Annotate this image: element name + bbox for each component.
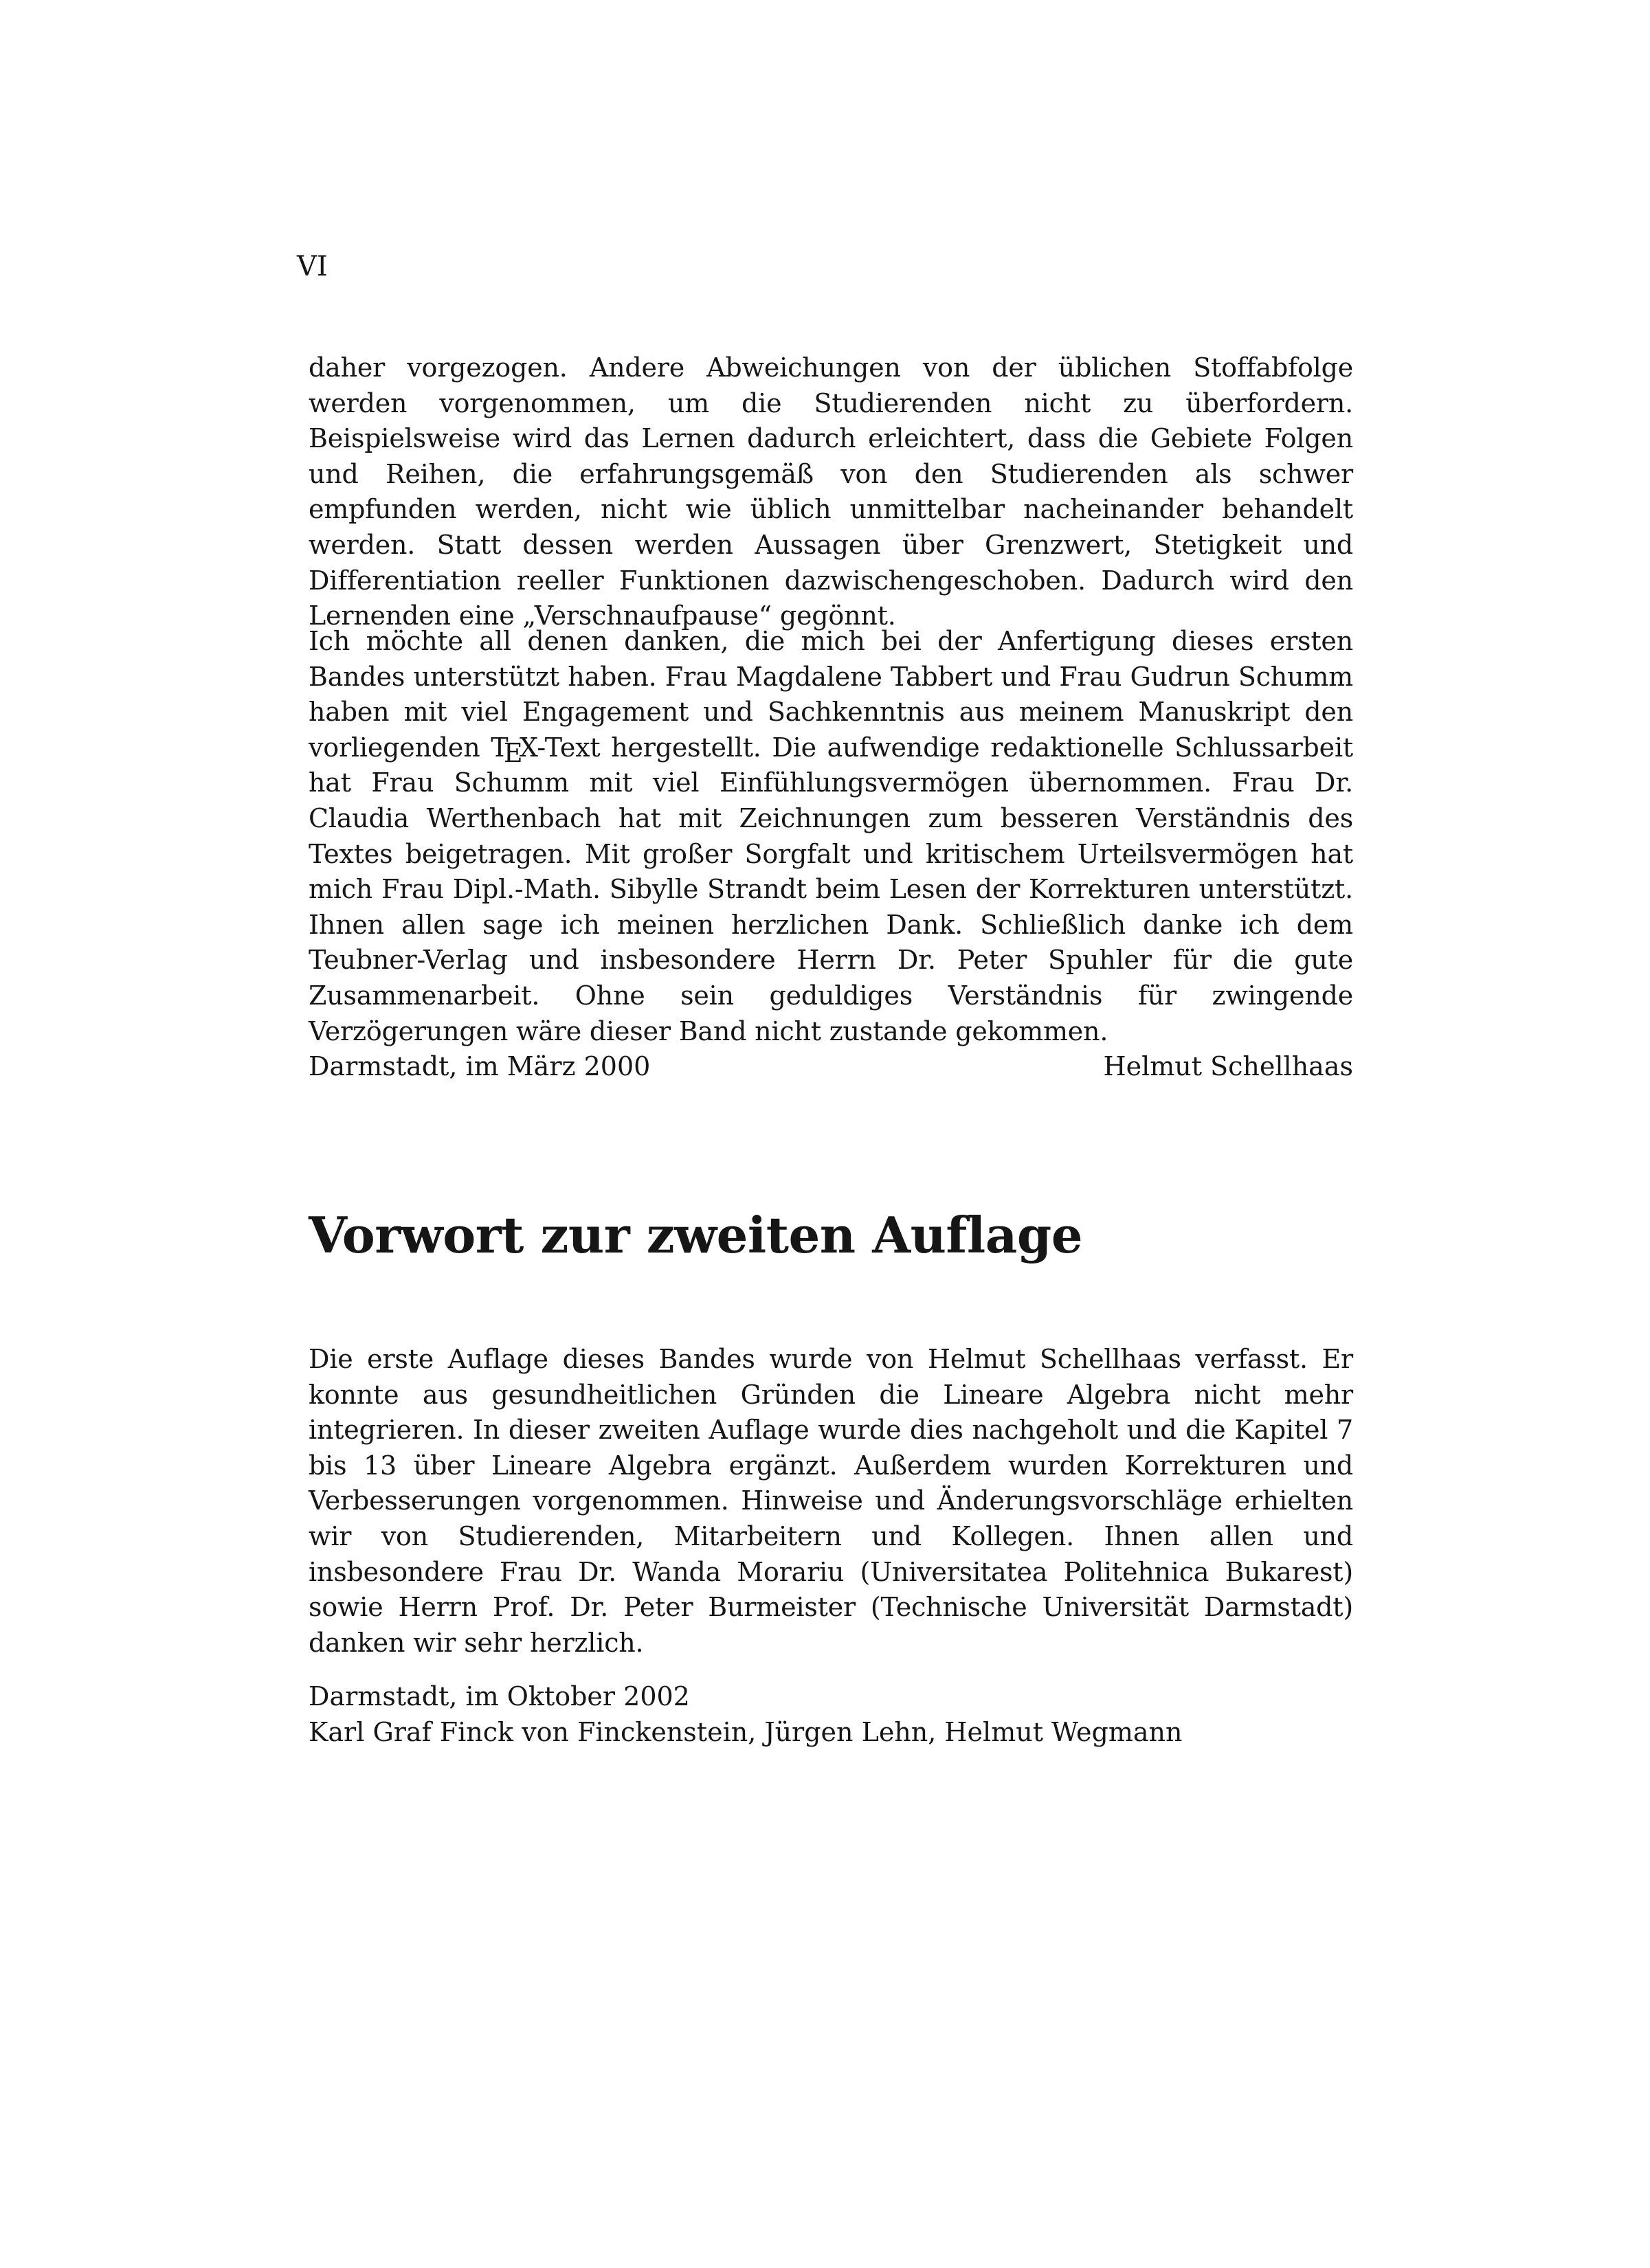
second-preface-signature bbox=[309, 1678, 1182, 1750]
first-preface-author: Helmut Schellhaas bbox=[1103, 1051, 1353, 1081]
second-preface-paragraph: Die erste Auflage dieses Bandes wurde von Helmut Schellhaas verfasst. Er konnte aus gesundheitlichen Gründen die Lineare Algebra nicht mehr integrieren. In dieser zweiten Auflage wurde dies nachgeholt und die Kapitel 7 bis 13 über Lineare Algebra ergänzt. Außerdem wurden Korrekturen und Verbesserungen vorgenommen. Hinweise und Änderungsvorschläge erhielten wir von Studierenden, Mitarbeitern und Kollegen. Ihnen allen und insbesondere Frau Dr. Wanda Morariu (Universitatea Politehnica Bukarest) sowie Herrn Prof. Dr. Peter Burmeister (Technische Universität Darmstadt) danken wir sehr herzlich. bbox=[309, 1344, 1353, 1658]
second-preface-authors: Karl Graf Finck von Finckenstein, Jürgen Lehn, Helmut Wegmann bbox=[309, 1717, 1183, 1747]
first-preface-signature bbox=[309, 1049, 1353, 1084]
tex-logo-e: E bbox=[503, 738, 523, 769]
second-preface-heading: Vorwort zur zweiten Auflage bbox=[309, 1206, 1083, 1264]
first-preface-place-date: Darmstadt, im März 2000 bbox=[309, 1051, 651, 1081]
preface-paragraph-2 bbox=[309, 624, 1353, 1049]
second-preface-place-date: Darmstadt, im Oktober 2002 bbox=[309, 1681, 690, 1711]
paragraph-2-text-end: -Text hergestellt. Die aufwendige redaktionelle Schlussarbeit hat Frau Schumm mit viel Einfühlungsvermögen übernommen. Frau Dr. Claudia Werthenbach hat mit Zeichnungen zum besseren Verständnis des Textes beigetragen. Mit großer Sorgfalt und kritischem Urteilsvermögen hat mich Frau Dipl.-Math. Sibylle Strandt beim Lesen der Korrekturen unterstützt. Ihnen allen sage ich meinen herzlichen Dank. Schließlich danke ich dem Teubner-Verlag und insbesondere Herrn Dr. Peter Spuhler für die gute Zusammenarbeit. Ohne sein geduldiges Verständnis für zwingende Verzögerungen wäre dieser Band nicht zustande gekommen. bbox=[309, 732, 1353, 1046]
tex-logo-t: T bbox=[491, 732, 509, 763]
page-number: VI bbox=[297, 251, 328, 282]
preface-paragraph-1: daher vorgezogen. Andere Abweichungen von der üblichen Stoffabfolge werden vorgenommen, um die Studierenden nicht zu überfordern. Beispielsweise wird das Lernen dadurch erleichtert, dass die Gebiete Folgen und Reihen, die erfahrungsgemäß von den Studierenden als schwer empfunden werden, nicht wie üblich unmittelbar nacheinander behandelt werden. Statt dessen werden Aussagen über Grenzwert, Stetigkeit und Differentiation reeller Funktionen dazwischengeschoben. Dadurch wird den Lernenden eine „Verschnaufpause“ gegönnt. bbox=[309, 352, 1353, 631]
paragraph-2-text-start: Ich möchte all denen danken, die mich bei der Anfertigung dieses ersten Bandes unterstützt haben. Frau Magdalene Tabbert und Frau Gudrun Schumm haben mit viel Engagement und Sachkenntnis aus meinem Manuskript den vorliegenden bbox=[309, 626, 1353, 763]
tex-logo-x: X bbox=[519, 732, 537, 763]
tex-logo bbox=[491, 732, 537, 769]
